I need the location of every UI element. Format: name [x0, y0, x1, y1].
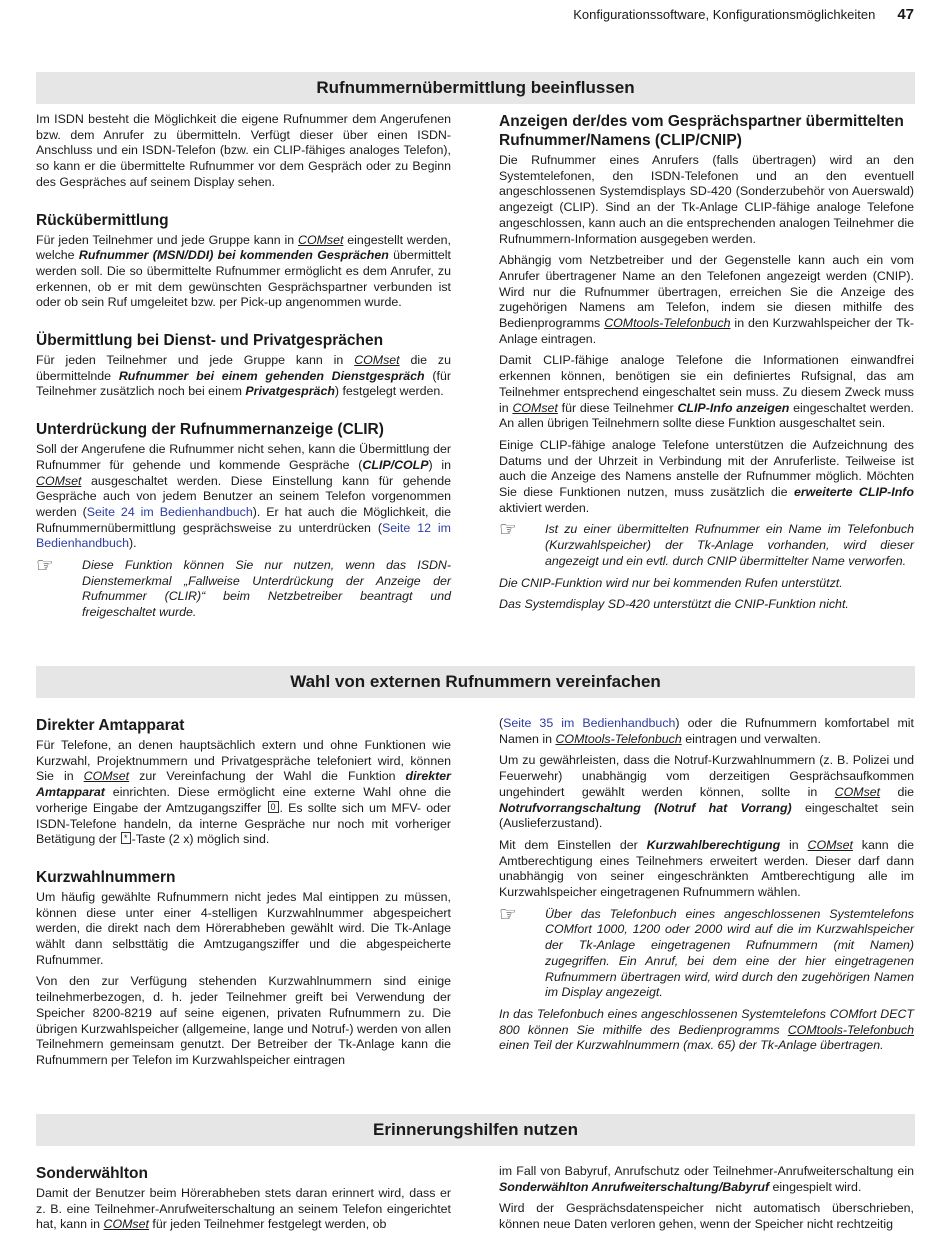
comset-link: COMset [834, 784, 881, 799]
comtools-link: COMtools-Telefonbuch [787, 1022, 914, 1037]
comset-link: COMset [83, 769, 130, 784]
clip-note-1 [499, 519, 914, 569]
intro-paragraph: Im ISDN besteht die Möglichkeit die eigene Rufnummer dem Angerufenen bzw. dem Anrufer zu übermitteln. Verfügt dieser über einen ISDN-Anschluss und ein ISDN-Telefon (bzw. ein CLIP-fähiges analoges Telefon), so kann er die übermittelte Rufnummer vor dem Gespräch oder zu Beginn des Gespräches auf seinem Display sehen. [36, 112, 451, 189]
text: einen Teil der Kurzwahlnummern (max. 65) der Tk-Anlage übertragen. [499, 1038, 884, 1053]
text: aktiviert werden. [499, 500, 590, 515]
clip-note-3: Das Systemdisplay SD-420 unterstützt die CNIP-Funktion nicht. [499, 597, 849, 612]
telefonbuch-note-1 [499, 903, 914, 1001]
emphasis: Rufnummer (MSN/DDI) bei kommenden Gesprächen [78, 248, 389, 263]
comset-link: COMset [298, 232, 344, 247]
section1-right-column [499, 112, 914, 619]
comtools-link: COMtools-Telefonbuch [604, 316, 731, 331]
kurz-paragraph-1: Um häufig gewählte Rufnummern nicht jedes Mal eintippen zu müssen, können diese unter einer 4-stelligen Kurzwahlnummer abgespeichert werden, die direkt nach dem Hörerabheben gewählt wird. Die Tk-Anlage wählt dann selbsttätig die Amtzugangsziffer und die abgespeicherte Rufnummer. [36, 889, 451, 967]
text: Abhängig vom Netzbetreiber und der Gegenstelle kann auch ein vom Anrufer übertragener Name an den Telefonen angezeigt werden (CNIP). Wird nur die Rufnummer übertragen, erreichen Sie die Anzeige des zugehörigen Namens am Telefon, indem sie diesen mithilfe des Bedienprogramms [499, 253, 914, 331]
note-text: Über das Telefonbuch eines angeschlossenen Systemtelefons COMfort 1000, 1200 oder 2000 wird auf die im Kurzwahlspeicher der Tk-Anlage eingetragenen Rufnummern (mit Namen) zugegriffen. Ein Anruf, bei dem eine der hier eingetragenen Rufnummern übertragen wird, wird durch den zugehörigen Namen im Display angezeigt. [545, 906, 914, 1000]
note-text: Diese Funktion können Sie nur nutzen, wenn das ISDN-Dienstemerkmal „Fallweise Unterdrückung der Anzeige der Rufnummer (CLIR)“ beim Netzbetreiber beantragt und freigeschaltet wurde. [82, 558, 451, 620]
text: eingeschaltet sein (Auslieferzustand). [499, 800, 914, 831]
heading-sonderwaehlton: Sonderwählton [36, 1165, 148, 1182]
text: ( [499, 716, 504, 730]
emphasis: Privatgespräch [245, 384, 335, 399]
header-title: Konfigurationssoftware, Konfigurationsmöglichkeiten [573, 7, 876, 22]
key-zero-icon: 0 [268, 801, 279, 813]
section1-left-column [36, 112, 451, 627]
comset-link: COMset [807, 837, 853, 852]
section-title-rufnummernuebermittlung: Rufnummernübermittlung beeinflussen [36, 72, 915, 104]
text: übermittelt werden soll. Die so übermittelte Rufnummer ermöglicht es dem Anrufer, zu erkennen, ob er mit dem gewünschten Gesprächspartner verbunden ist oder ob sein Ruf umgeleitet bzw. per Pick-up angenommen wurde. [36, 248, 452, 310]
clip-paragraph-1: Die Rufnummer eines Anrufers (falls übertragen) wird an den Systemtelefonen, den ISDN-Telefonen und an den eventuell angeschlossenen Systemdisplays SD-420 (Sonderzubehör von Auerswald) angezeigt (CLIP). Sind an der Tk-Anlage CLIP-fähige analoge Telefone angeschlossen, kann auch an die entsprechenden analogen Teilnehmer die Rufnummern-Information ausgegeben werden. [499, 153, 914, 246]
clip-paragraph-4 [499, 438, 914, 517]
text: Mit dem Einstellen der [499, 837, 647, 852]
text: Für jeden Teilnehmer und jede Gruppe kann in [36, 232, 298, 247]
text: ). Er hat auch die Möglichkeit, die Rufnummernübermittlung gesprächsweise zu unterdrücken ( [36, 504, 451, 535]
kurz-paragraph-2: Von den zur Verfügung stehenden Kurzwahlnummern sind einige teilnehmerbezogen, d. h. jeder Teilnehmer greift bei Verwendung der Speicher 8200-8219 auf seine eigenen, privaten Rufnummern zu. Die übrigen Kurzwahlspeicher (allgemeine, lange und Notruf-) werden von allen Teilnehmern gemeinsam genutzt. Der Betreiber der Tk-Anlage kann die Rufnummern per Telefon im Kurzwahlspeicher eintragen [36, 974, 451, 1067]
sonder-paragraph [36, 1186, 451, 1233]
text: ) festgelegt werden. [334, 384, 444, 399]
text: eingeschaltet werden. An allen übrigen Teilnehmern sollte diese Funktion ausgeschaltet sein. [499, 400, 914, 431]
telefonbuch-note-2 [499, 1007, 914, 1054]
comset-link: COMset [354, 353, 400, 368]
text: die [880, 784, 914, 799]
text: Für Telefone, an denen hauptsächlich extern und ohne Funktionen wie Kurzwahl, Projektnummern und Privatgespräche telefoniert wird, können Sie in [36, 738, 451, 784]
heading-kurzwahlnummern: Kurzwahlnummern [36, 868, 176, 886]
section-title-wahl-vereinfachen: Wahl von externen Rufnummern vereinfachen [36, 666, 915, 698]
text: in den Kurzwahlspeicher der Tk-Anlage eintragen. [499, 316, 914, 346]
text: Für jeden Teilnehmer und jede Gruppe kann in [36, 353, 355, 368]
text: ausgeschaltet werden. Diese Einstellung kann für gehende Gespräche auch von jedem Benutzer an seinem Telefon vorgenommen werden ( [36, 473, 451, 519]
clip-paragraph-2 [499, 253, 914, 347]
link-seite-35[interactable]: Seite 35 im Bedienhandbuch [503, 716, 676, 730]
rueck-paragraph [36, 233, 451, 312]
link-seite-12[interactable]: Seite 12 im Bedienhandbuch [36, 520, 452, 551]
clir-note [36, 555, 451, 621]
pointing-hand-icon: ☞ [36, 555, 54, 578]
emphasis: Notrufvorrangschaltung (Notruf hat Vorrang) [499, 800, 792, 815]
emphasis: Rufnummer bei einem gehenden Dienstgespräch [118, 368, 425, 383]
amt-paragraph [36, 738, 451, 848]
text: In das Telefonbuch eines angeschlossenen Systemtelefons COMfort DECT 800 können Sie mithilfe des Bedienprogramms [499, 1006, 914, 1037]
kurz-paragraph-3 [499, 716, 914, 747]
page-header [36, 6, 914, 26]
key-star-icon: * [121, 832, 131, 844]
berechtigung-paragraph [499, 838, 914, 901]
text: Damit der Benutzer beim Hörerabheben stets daran erinnert wird, dass er z. B. eine Teilnehmer-Anrufweiterschaltung an seinem Telefon eingerichtet hat, kann in [36, 1186, 451, 1232]
pointing-hand-icon: ☞ [499, 519, 517, 542]
emphasis: Sonderwählton Anrufweiterschaltung/Babyruf [499, 1179, 770, 1194]
comtools-link: COMtools-Telefonbuch [555, 731, 682, 746]
comset-link: COMset [103, 1217, 149, 1232]
notruf-paragraph [499, 753, 914, 832]
clip-note-2: Die CNIP-Funktion wird nur bei kommenden Rufen unterstützt. [499, 575, 843, 590]
comset-link: COMset [512, 400, 558, 415]
heading-rueckuebermittlung: Rückübermittlung [36, 211, 169, 229]
text: -Taste (2 x) möglich sind. [131, 832, 270, 847]
text: im Fall von Babyruf, Anrufschutz oder Teilnehmer-Anrufweiterschaltung ein [499, 1164, 914, 1178]
clir-paragraph [36, 442, 451, 552]
text: Soll der Angerufene die Rufnummer nicht sehen, kann die Übermittlung der Rufnummer für gehende und kommende Gespräche ( [36, 442, 451, 472]
text: Damit CLIP-fähige analoge Telefone die Informationen einwandfrei erkennen können, benötigen sie ein definiertes Rufsignal, das am Teilnehmer entsprechend eingeschaltet sein muss. Zu diesem Zweck muss in [499, 353, 914, 415]
text: ). [129, 536, 137, 551]
text: . Es sollte sich um MFV- oder ISDN-Telefone handeln, da interne Gespräche nur noch mit vorheriger Betätigung der [36, 800, 451, 847]
section2-right-column [499, 716, 914, 1060]
section3-left-column [36, 1164, 451, 1239]
text: kann die Amtberechtigung eines Teilnehmers erweitert werden. Dieser darf dann unabhängig von seiner eingeschränkten Amtberechtigung alle im Kurzwahlspeicher eingetragenen Rufnummern wählen. [499, 837, 915, 900]
sonder-paragraph-2 [499, 1164, 914, 1195]
text: ) oder die Rufnummern komfortabel mit Namen in [499, 716, 914, 746]
note-text: Ist zu einer übermittelten Rufnummer ein Name im Telefonbuch (Kurzwahlspeicher) der Tk-Anlage vorhanden, wird dieser angezeigt und ein evtl. durch CNIP übermittelter Name verworfen. [545, 522, 914, 568]
heading-clip-cnip: Anzeigen der/des vom Gesprächspartner übermittelten Rufnummer/Namens (CLIP/CNIP) [499, 113, 904, 149]
emphasis: direkter Amtapparat [36, 769, 452, 800]
gespraechsdaten-paragraph: Wird der Gesprächsdatenspeicher nicht automatisch überschrieben, können neue Daten verloren gehen, wenn der Speicher nicht rechtzeitig [499, 1201, 914, 1232]
comset-link: COMset [36, 473, 82, 488]
text: eintragen und verwalten. [681, 731, 821, 746]
pointing-hand-icon: ☞ [499, 903, 517, 926]
section-title-erinnerungshilfen: Erinnerungshilfen nutzen [36, 1114, 915, 1146]
emphasis: Kurzwahlberechtigung [646, 837, 781, 852]
clip-paragraph-3 [499, 353, 914, 432]
heading-dienst-privat: Übermittlung bei Dienst- und Privatgesprächen [36, 332, 384, 350]
text: zur Vereinfachung der Wahl die Funktion [129, 769, 406, 784]
text: eingestellt werden, welche [36, 232, 452, 263]
section2-left-column [36, 716, 451, 1075]
text: eingespielt wird. [769, 1179, 862, 1194]
text: in [780, 837, 808, 852]
section3-right-column [499, 1164, 914, 1239]
link-seite-24[interactable]: Seite 24 im Bedienhandbuch [86, 504, 253, 519]
dienst-paragraph [36, 353, 451, 400]
text: für diese Teilnehmer [557, 400, 678, 415]
text: (für Teilnehmer zusätzlich noch bei einem [36, 368, 451, 399]
emphasis: CLIP-Info anzeigen [677, 400, 790, 415]
text: ) in [428, 457, 452, 472]
page-number: 47 [897, 6, 914, 23]
text: Um zu gewährleisten, dass die Notruf-Kurzwahlnummern (z. B. Polizei und Feuerwehr) unabhängig vom derzeitigen Gesprächsaufkommen ungehindert gewählt werden können, sollte in [499, 753, 914, 799]
heading-direkter-amtapparat: Direkter Amtapparat [36, 717, 185, 734]
text: Einige CLIP-fähige analoge Telefone unterstützen die Aufzeichnung des Datums und der Uhrzeit in Verbindung mit der Anruferliste. Teilweise ist auch die Anzeige des Namens anstelle der Rufnummer möglich. Möchten Sie diese Funktionen nutzen, muss zusätzlich die [499, 437, 914, 500]
text: für jeden Teilnehmer festgelegt werden, ob [148, 1217, 387, 1232]
text: die zu übermittelnde [36, 353, 451, 383]
emphasis: erweiterte CLIP-Info [793, 485, 914, 500]
emphasis: CLIP/COLP [362, 457, 429, 472]
heading-clir: Unterdrückung der Rufnummernanzeige (CLIR) [36, 421, 384, 439]
text: einrichten. Diese ermöglicht eine externe Wahl ohne die vorherige Eingabe der Amtzugangsziffer [36, 785, 451, 815]
